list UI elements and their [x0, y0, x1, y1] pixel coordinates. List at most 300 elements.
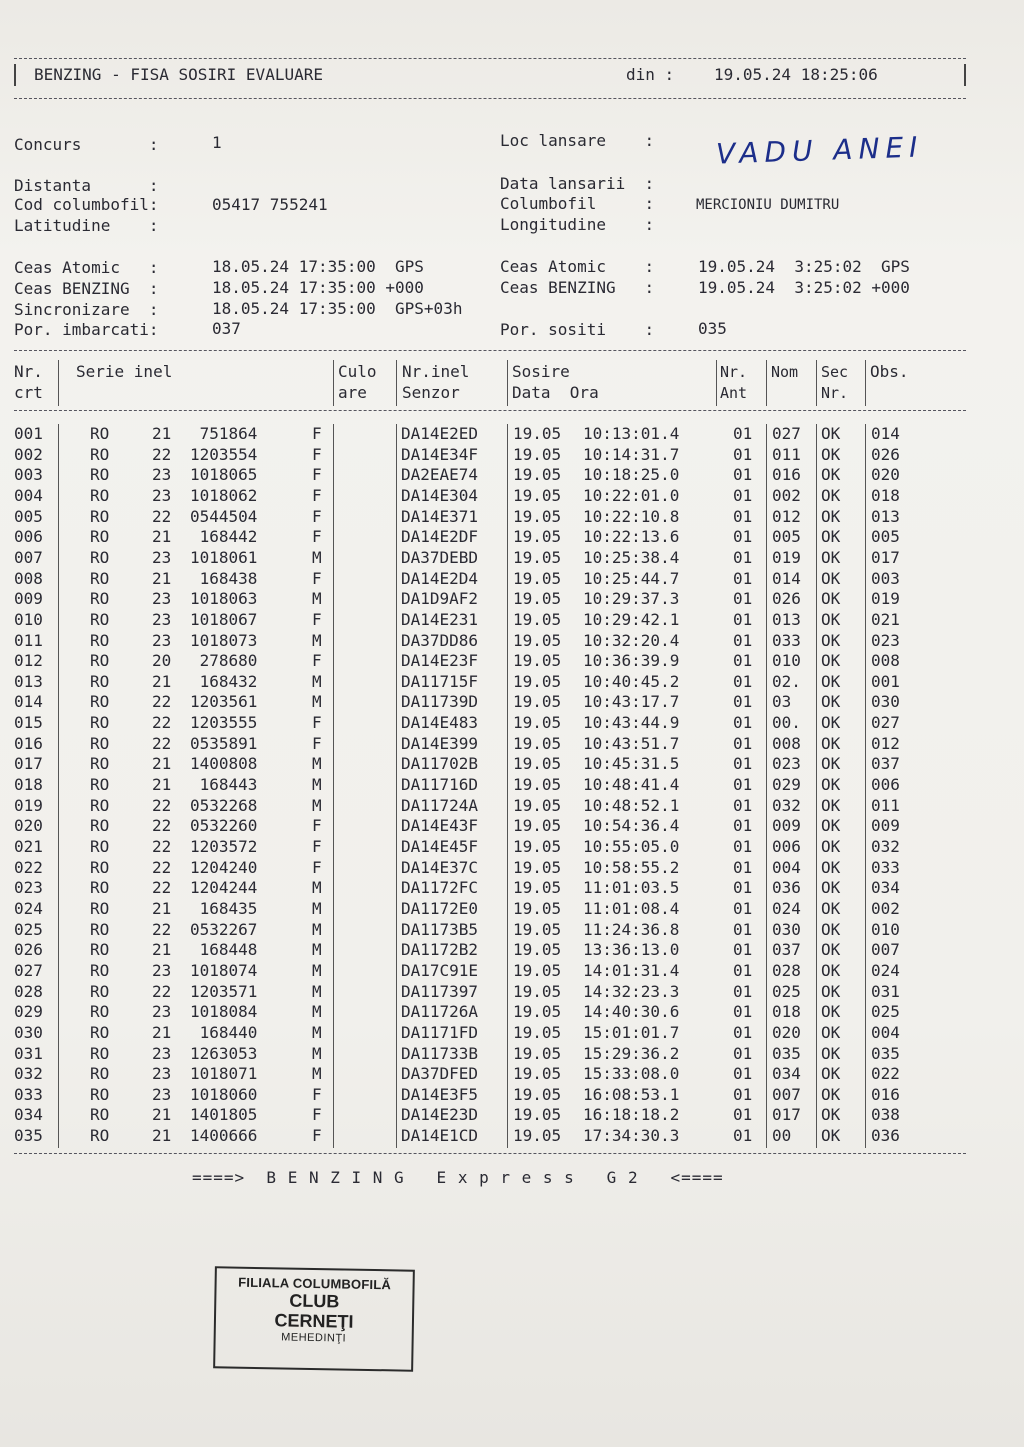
table-row — [0, 589, 1024, 610]
cell-obs: 009 — [871, 816, 900, 836]
cell-nr-ant: 01 — [733, 713, 753, 733]
cell-ora: 13:36:13.0 — [583, 940, 680, 960]
cell-ora: 10:25:38.4 — [583, 547, 680, 567]
cell-nom: 033 — [772, 630, 801, 650]
table-row — [0, 1044, 1024, 1065]
table-row — [0, 734, 1024, 755]
table-row — [0, 1023, 1024, 1044]
cell-ora: 10:22:13.6 — [583, 527, 680, 547]
cell-an: 23 — [152, 960, 172, 980]
cell-data: 19.05 — [513, 940, 562, 960]
cell-nr-ant: 01 — [733, 919, 753, 939]
cell-sex: F — [312, 857, 322, 877]
cell-senzor: DA14E2D4 — [401, 568, 479, 588]
cell-obs: 012 — [871, 733, 900, 753]
cell-serie: 1018062 — [190, 485, 258, 505]
cell-an: 23 — [152, 1064, 172, 1084]
cell-nr-crt: 007 — [14, 547, 43, 567]
divider — [14, 58, 966, 59]
table-row — [0, 507, 1024, 528]
cell-ora: 10:22:10.8 — [583, 506, 680, 526]
cell-tara: RO — [90, 485, 110, 505]
table-row — [0, 920, 1024, 941]
cell-ora: 11:01:03.5 — [583, 878, 680, 898]
cell-an: 22 — [152, 816, 172, 836]
cell-nr-ant: 01 — [733, 754, 753, 774]
cell-nom: 019 — [772, 547, 801, 567]
cell-tara: RO — [90, 775, 110, 795]
cell-nr-ant: 01 — [733, 651, 753, 671]
cell-sec-nr: OK — [821, 1126, 841, 1146]
col-header-nr-ant: Nr. — [720, 363, 748, 381]
cell-tara: RO — [90, 754, 110, 774]
cell-serie: 1018074 — [190, 960, 258, 980]
table-row — [0, 713, 1024, 734]
cell-an: 21 — [152, 940, 172, 960]
table-row — [0, 610, 1024, 631]
cell-sex: M — [312, 1064, 322, 1084]
cell-sex: M — [312, 1043, 322, 1063]
cell-serie: 1018084 — [190, 1002, 258, 1022]
cell-nom: 034 — [772, 1064, 801, 1084]
col-header-data-ora: Data Ora — [512, 383, 599, 402]
cell-senzor: DA11739D — [401, 692, 479, 712]
cell-serie: 0532260 — [190, 816, 258, 836]
cell-nr-crt: 015 — [14, 713, 43, 733]
cell-an: 23 — [152, 609, 172, 629]
cell-data: 19.05 — [513, 816, 562, 836]
cell-sec-nr: OK — [821, 1002, 841, 1022]
cell-sex: M — [312, 547, 322, 567]
date-label: din : — [626, 65, 675, 84]
cell-nr-crt: 002 — [14, 444, 43, 464]
cell-tara: RO — [90, 919, 110, 939]
cell-sec-nr: OK — [821, 1022, 841, 1042]
column-rule — [58, 360, 59, 406]
cell-nr-ant: 01 — [733, 692, 753, 712]
cell-data: 19.05 — [513, 775, 562, 795]
cell-ora: 15:33:08.0 — [583, 1064, 680, 1084]
column-rule — [865, 360, 866, 406]
cell-nr-ant: 01 — [733, 898, 753, 918]
col-header-nom: Nom — [771, 363, 799, 381]
cell-serie: 1018071 — [190, 1064, 258, 1084]
cell-sex: M — [312, 754, 322, 774]
cell-data: 19.05 — [513, 919, 562, 939]
cell-nom: 029 — [772, 775, 801, 795]
cell-tara: RO — [90, 609, 110, 629]
cell-senzor: DA14E1CD — [401, 1126, 479, 1146]
cell-senzor: DA1172FC — [401, 878, 479, 898]
cell-serie: 168442 — [190, 527, 258, 547]
cell-nr-crt: 023 — [14, 878, 43, 898]
cell-serie: 168440 — [190, 1022, 258, 1042]
cell-nr-ant: 01 — [733, 609, 753, 629]
table-row — [0, 940, 1024, 961]
cell-nr-crt: 013 — [14, 671, 43, 691]
cell-tara: RO — [90, 940, 110, 960]
col-header-sec: Sec — [821, 363, 849, 381]
cell-obs: 024 — [871, 960, 900, 980]
cell-an: 23 — [152, 589, 172, 609]
cell-an: 22 — [152, 692, 172, 712]
cell-data: 19.05 — [513, 1043, 562, 1063]
cell-senzor: DA11724A — [401, 795, 479, 815]
cell-ora: 10:22:01.0 — [583, 485, 680, 505]
cell-sex: F — [312, 444, 322, 464]
table-row — [0, 754, 1024, 775]
cell-nr-crt: 024 — [14, 898, 43, 918]
cell-ora: 10:18:25.0 — [583, 465, 680, 485]
label-data-lansarii: Data lansarii : — [500, 174, 655, 193]
cell-sex: M — [312, 589, 322, 609]
cell-serie: 1018067 — [190, 609, 258, 629]
col-header-culoare: Culo — [338, 362, 377, 381]
cell-nom: 027 — [772, 424, 801, 443]
cell-ora: 10:25:44.7 — [583, 568, 680, 588]
cell-ora: 14:40:30.6 — [583, 1002, 680, 1022]
cell-sec-nr: OK — [821, 609, 841, 629]
cell-data: 19.05 — [513, 568, 562, 588]
cell-serie: 1203571 — [190, 981, 258, 1001]
col-header-sosire: Sosire — [512, 362, 570, 381]
cell-an: 21 — [152, 568, 172, 588]
cell-sex: F — [312, 485, 322, 505]
cell-serie: 751864 — [190, 424, 258, 443]
cell-sec-nr: OK — [821, 527, 841, 547]
cell-an: 22 — [152, 837, 172, 856]
cell-tara: RO — [90, 424, 110, 443]
table-row — [0, 692, 1024, 713]
cell-obs: 019 — [871, 589, 900, 609]
cell-nom: 036 — [772, 878, 801, 898]
cell-senzor: DA14E3F5 — [401, 1084, 479, 1104]
column-rule — [507, 360, 508, 406]
cell-sex: F — [312, 465, 322, 485]
cell-nom: 026 — [772, 589, 801, 609]
cell-sec-nr: OK — [821, 444, 841, 464]
cell-nr-crt: 006 — [14, 527, 43, 547]
cell-nom: 008 — [772, 733, 801, 753]
label-sincronizare: Sincronizare : — [14, 300, 159, 319]
cell-an: 22 — [152, 506, 172, 526]
cell-obs: 001 — [871, 671, 900, 691]
cell-ora: 10:32:20.4 — [583, 630, 680, 650]
label-distanta: Distanta : — [14, 176, 159, 195]
cell-obs: 032 — [871, 837, 900, 856]
cell-nr-ant: 01 — [733, 795, 753, 815]
cell-an: 22 — [152, 878, 172, 898]
cell-nom: 013 — [772, 609, 801, 629]
cell-nom: 006 — [772, 837, 801, 856]
cell-serie: 1018061 — [190, 547, 258, 567]
cell-sex: F — [312, 651, 322, 671]
label-concurs: Concurs : — [14, 135, 159, 154]
label-ceas-benzing: Ceas BENZING : — [14, 279, 159, 298]
cell-tara: RO — [90, 1126, 110, 1146]
cell-nr-ant: 01 — [733, 630, 753, 650]
cell-nr-ant: 01 — [733, 444, 753, 464]
cell-an: 21 — [152, 671, 172, 691]
cell-sec-nr: OK — [821, 857, 841, 877]
label-cod-columbofil: Cod columbofil: — [14, 195, 159, 214]
cell-nr-crt: 026 — [14, 940, 43, 960]
cell-an: 23 — [152, 630, 172, 650]
cell-obs: 006 — [871, 775, 900, 795]
cell-tara: RO — [90, 857, 110, 877]
cell-tara: RO — [90, 960, 110, 980]
cell-senzor: DA11702B — [401, 754, 479, 774]
report-datetime: 19.05.24 18:25:06 — [714, 65, 878, 84]
cell-sex: M — [312, 960, 322, 980]
cell-tara: RO — [90, 1022, 110, 1042]
table-row — [0, 961, 1024, 982]
cell-sec-nr: OK — [821, 1064, 841, 1084]
cell-senzor: DA117397 — [401, 981, 479, 1001]
value-ceas-atomic: 18.05.24 17:35:00 GPS — [212, 257, 424, 276]
table-row — [0, 631, 1024, 652]
cell-sex: M — [312, 775, 322, 795]
cell-sec-nr: OK — [821, 733, 841, 753]
cell-serie: 168438 — [190, 568, 258, 588]
cell-nr-crt: 027 — [14, 960, 43, 980]
divider — [14, 98, 966, 99]
cell-an: 21 — [152, 1022, 172, 1042]
cell-tara: RO — [90, 837, 110, 856]
cell-nr-ant: 01 — [733, 1022, 753, 1042]
cell-obs: 027 — [871, 713, 900, 733]
label-porumbei-sositi: Por. sositi : — [500, 320, 655, 339]
value-sincronizare: 18.05.24 17:35:00 GPS+03h — [212, 299, 463, 318]
cell-data: 19.05 — [513, 589, 562, 609]
cell-obs: 008 — [871, 651, 900, 671]
cell-sec-nr: OK — [821, 795, 841, 815]
cell-nr-ant: 01 — [733, 1064, 753, 1084]
col-header-serie-inel: Serie inel — [76, 362, 173, 381]
cell-senzor: DA14E37C — [401, 857, 479, 877]
label-ceas-atomic-sosire: Ceas Atomic : — [500, 257, 655, 276]
cell-serie: 1204244 — [190, 878, 258, 898]
table-row — [0, 445, 1024, 466]
cell-obs: 003 — [871, 568, 900, 588]
cell-sex: F — [312, 527, 322, 547]
cell-an: 21 — [152, 1126, 172, 1146]
cell-serie: 0544504 — [190, 506, 258, 526]
cell-nr-ant: 01 — [733, 465, 753, 485]
club-stamp — [213, 1266, 415, 1371]
cell-sec-nr: OK — [821, 547, 841, 567]
cell-senzor: DA14E399 — [401, 733, 479, 753]
cell-serie: 0532268 — [190, 795, 258, 815]
cell-obs: 018 — [871, 485, 900, 505]
cell-an: 23 — [152, 547, 172, 567]
cell-nom: 035 — [772, 1043, 801, 1063]
label-ceas-benzing-sosire: Ceas BENZING : — [500, 278, 655, 297]
cell-data: 19.05 — [513, 651, 562, 671]
cell-nr-crt: 005 — [14, 506, 43, 526]
cell-nr-ant: 01 — [733, 733, 753, 753]
table-row — [0, 1126, 1024, 1147]
cell-nom: 012 — [772, 506, 801, 526]
cell-data: 19.05 — [513, 837, 562, 856]
cell-senzor: DA14E34F — [401, 444, 479, 464]
cell-ora: 10:55:05.0 — [583, 837, 680, 856]
cell-data: 19.05 — [513, 857, 562, 877]
cell-tara: RO — [90, 713, 110, 733]
cell-senzor: DA1172E0 — [401, 898, 479, 918]
cell-nr-ant: 01 — [733, 981, 753, 1001]
table-row — [0, 982, 1024, 1003]
cell-sex: F — [312, 1084, 322, 1104]
cell-serie: 168435 — [190, 898, 258, 918]
cell-data: 19.05 — [513, 444, 562, 464]
cell-tara: RO — [90, 506, 110, 526]
cell-tara: RO — [90, 1043, 110, 1063]
cell-nr-ant: 01 — [733, 1105, 753, 1125]
cell-obs: 030 — [871, 692, 900, 712]
cell-nom: 00 — [772, 1126, 801, 1146]
cell-sec-nr: OK — [821, 713, 841, 733]
cell-ora: 10:45:31.5 — [583, 754, 680, 774]
cell-an: 23 — [152, 1002, 172, 1022]
cell-nom: 02. — [772, 671, 801, 691]
cell-sex: F — [312, 1105, 322, 1125]
report-title: BENZING - FISA SOSIRI EVALUARE — [34, 65, 323, 84]
cell-nom: 002 — [772, 485, 801, 505]
cell-obs: 017 — [871, 547, 900, 567]
cell-an: 23 — [152, 1043, 172, 1063]
cell-an: 21 — [152, 775, 172, 795]
cell-data: 19.05 — [513, 713, 562, 733]
cell-ora: 10:14:31.7 — [583, 444, 680, 464]
cell-nr-ant: 01 — [733, 816, 753, 836]
cell-sex: F — [312, 609, 322, 629]
cell-obs: 002 — [871, 898, 900, 918]
col-header-crt: crt — [14, 383, 43, 402]
cell-tara: RO — [90, 1002, 110, 1022]
cell-tara: RO — [90, 898, 110, 918]
cell-senzor: DA37DFED — [401, 1064, 479, 1084]
cell-ora: 10:40:45.2 — [583, 671, 680, 691]
table-row — [0, 672, 1024, 693]
value-cod-columbofil: 05417 755241 — [212, 195, 328, 214]
cell-ora: 10:13:01.4 — [583, 424, 680, 443]
cell-sec-nr: OK — [821, 775, 841, 795]
cell-obs: 025 — [871, 1002, 900, 1022]
handwritten-location: VADU ANEI — [715, 130, 924, 171]
cell-tara: RO — [90, 733, 110, 753]
cell-ora: 10:29:42.1 — [583, 609, 680, 629]
table-row — [0, 569, 1024, 590]
cell-obs: 031 — [871, 981, 900, 1001]
cell-nr-ant: 01 — [733, 1002, 753, 1022]
cell-an: 21 — [152, 898, 172, 918]
value-porumbei-imbarcati: 037 — [212, 319, 241, 338]
table-row — [0, 837, 1024, 858]
cell-serie: 1018063 — [190, 589, 258, 609]
cell-obs: 010 — [871, 919, 900, 939]
cell-data: 19.05 — [513, 424, 562, 443]
label-longitudine: Longitudine : — [500, 215, 655, 234]
cell-ora: 15:29:36.2 — [583, 1043, 680, 1063]
col-header-nr: Nr. — [14, 362, 43, 381]
cell-nr-crt: 018 — [14, 775, 43, 795]
cell-serie: 1018060 — [190, 1084, 258, 1104]
cell-nr-ant: 01 — [733, 671, 753, 691]
cell-ora: 16:08:53.1 — [583, 1084, 680, 1104]
cell-nr-crt: 020 — [14, 816, 43, 836]
col-header-sec-nr: Nr. — [821, 384, 849, 402]
cell-an: 21 — [152, 527, 172, 547]
cell-nr-ant: 01 — [733, 775, 753, 795]
cell-data: 19.05 — [513, 485, 562, 505]
cell-sec-nr: OK — [821, 424, 841, 443]
cell-data: 19.05 — [513, 1002, 562, 1022]
value-columbofil: MERCIONIU DUMITRU — [696, 197, 840, 213]
value-ceas-benzing-sosire: 19.05.24 3:25:02 +000 — [698, 278, 910, 297]
cell-nom: 010 — [772, 651, 801, 671]
cell-senzor: DA14E371 — [401, 506, 479, 526]
table-row — [0, 1064, 1024, 1085]
value-ceas-atomic-sosire: 19.05.24 3:25:02 GPS — [698, 257, 910, 276]
cell-sex: F — [312, 816, 322, 836]
cell-an: 22 — [152, 857, 172, 877]
cell-tara: RO — [90, 816, 110, 836]
cell-nom: 018 — [772, 1002, 801, 1022]
cell-senzor: DA14E304 — [401, 485, 479, 505]
cell-senzor: DA14E2DF — [401, 527, 479, 547]
cell-sec-nr: OK — [821, 692, 841, 712]
cell-senzor: DA17C91E — [401, 960, 479, 980]
report-header — [14, 62, 966, 86]
cell-senzor: DA14E45F — [401, 837, 479, 856]
stamp-line-1: FILIALA COLUMBOFILĂ — [238, 1274, 392, 1293]
cell-sec-nr: OK — [821, 1105, 841, 1125]
cell-tara: RO — [90, 568, 110, 588]
stamp-line-2: CLUB — [289, 1290, 340, 1312]
cell-nom: 009 — [772, 816, 801, 836]
label-ceas-atomic: Ceas Atomic : — [14, 258, 159, 277]
cell-senzor: DA37DD86 — [401, 630, 479, 650]
cell-sex: F — [312, 568, 322, 588]
col-header-ant: Ant — [720, 384, 748, 402]
cell-sex: F — [312, 424, 322, 443]
cell-serie: 168448 — [190, 940, 258, 960]
cell-sec-nr: OK — [821, 506, 841, 526]
cell-nr-crt: 035 — [14, 1126, 43, 1146]
cell-sec-nr: OK — [821, 1084, 841, 1104]
table-row — [0, 858, 1024, 879]
cell-serie: 278680 — [190, 651, 258, 671]
cell-sec-nr: OK — [821, 960, 841, 980]
cell-tara: RO — [90, 465, 110, 485]
cell-obs: 005 — [871, 527, 900, 547]
cell-senzor: DA1173B5 — [401, 919, 479, 939]
cell-sec-nr: OK — [821, 465, 841, 485]
cell-sec-nr: OK — [821, 940, 841, 960]
cell-serie: 0535891 — [190, 733, 258, 753]
value-porumbei-sositi: 035 — [698, 319, 727, 338]
cell-serie: 0532267 — [190, 919, 258, 939]
cell-nr-crt: 031 — [14, 1043, 43, 1063]
cell-an: 22 — [152, 733, 172, 753]
cell-serie: 1400666 — [190, 1126, 258, 1146]
cell-sex: F — [312, 713, 322, 733]
cell-obs: 020 — [871, 465, 900, 485]
cell-data: 19.05 — [513, 1126, 562, 1146]
cell-nom: 004 — [772, 857, 801, 877]
cell-senzor: DA1172B2 — [401, 940, 479, 960]
